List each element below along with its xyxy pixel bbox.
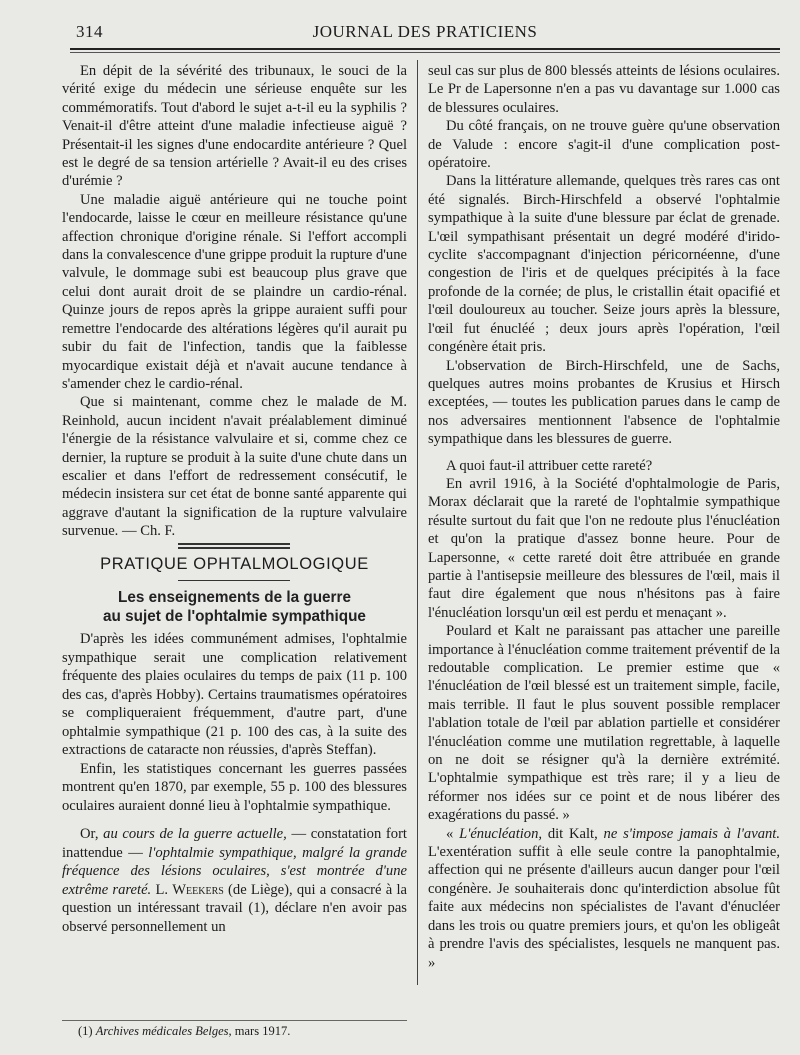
article-title-line2: au sujet de l'ophtalmie sympathique	[103, 608, 366, 625]
left-column-previous-article	[62, 62, 407, 541]
header-rule	[70, 48, 780, 50]
paragraph: « L'énucléation, dit Kalt, ne s'impose jamais à l'avant. L'exentération suffit à elle seule contre la panophtalmie, affection qui ne présente d'ailleurs aucun danger pour l'œil congénère. Je souhaiterais donc qu'interdiction absolue fût faite aux médecins non spécialistes de l'avant d'énucléer dans les trois ou quatre premiers jours, et qu'on les obligeât à prendre l'avis des spécialistes, lesquels ne manquent pas. »	[428, 825, 780, 971]
paragraph: Une maladie aiguë antérieure qui ne touche point l'endocarde, laisse le cœur en meilleure résistance qu'une affection chronique d'origine rénale. Si l'effort accompli dans la convalescence d'une grippe produit la rupture d'une valvule, le dommage subi est beaucoup plus grave que celui dont aurait droit de se plaindre un cardio-rénal. Quinze jours de repos après la grippe auraient suffi pour remettre l'endocarde des altérations légères qu'il aurait pu subir du fait de l'infection, tandis que la faiblesse myocardique existait déjà et n'avait aucune tendance à s'amender chez le cardio-rénal.	[62, 191, 407, 392]
paragraph: Or, au cours de la guerre actuelle, — constatation fort inattendue — l'ophtalmie sympathique, malgré la grande fréquence des lésions oculaires, s'est montrée d'une extrême rareté. L. Weekers (de Liège), qui a consacré à la question un intéressant travail (1), déclare n'en avoir pas observé personnellement un	[62, 826, 407, 935]
header-rule-thin	[70, 52, 780, 53]
page-header	[70, 22, 780, 44]
article-title-line1: Les enseignements de la guerre	[118, 589, 351, 606]
paragraph: En dépit de la sévérité des tribunaux, le souci de la vérité exige du médecin une sérieuse enquête sur les commémoratifs. Tout d'abord le sujet a-t-il eu la syphilis ? Venait-il d'être atteint d'une maladie infectieuse aiguë ? Présentait-il les signes d'une endocardite antérieure ? Quel est le degré de sa tension artérielle ? Avait-il eu des crises d'urémie ?	[62, 63, 407, 190]
paragraph: L'observation de Birch-Hirschfeld, une de Sachs, quelques autres moins probantes de Krusius et Hirsch exceptées, — toutes les publication parues dans le camp de nos adversaires mentionnent l'absence de l'ophtalmie sympathique dans les blessures de guerre.	[428, 357, 780, 448]
paragraph: A quoi faut-il attribuer cette rareté?	[446, 457, 653, 474]
section-separator-bottom	[178, 580, 290, 581]
column-divider	[417, 60, 418, 985]
paragraph: Que si maintenant, comme chez le malade de M. Reinhold, aucun incident n'avait préalablement diminué l'énergie de la résistance valvulaire et si, comme chez ce dernier, la rupture se produit à la suite d'une chute dans un escalier et dans l'effort de redressement consécutif, le médecin insistera sur cet état de bonne santé apparente qui aggrave d'autant la signification de la rupture valvulaire survenue. — Ch. F.	[62, 394, 407, 540]
left-column-article-body	[62, 630, 407, 936]
article-title	[62, 588, 407, 626]
paragraph: seul cas sur plus de 800 blessés atteints de lésions oculaires. Le Pr de Lapersonne n'en a pas vu davantage sur 1.000 cas de blessures oculaires.	[428, 63, 780, 116]
paragraph: Enfin, les statistiques concernant les guerres passées montrent qu'en 1870, par exemple, 55 p. 100 des blessures oculaires auraient donné lieu à l'ophtalmie sympathique.	[62, 760, 407, 814]
paragraph: D'après les idées communément admises, l'ophtalmie sympathique serait une complication relativement fréquente des plaies oculaires du temps de paix (11 p. 100 des cas, d'après Hobby). Certains traumatismes opératoires se compliqueraient fréquemment, d'autre part, d'une ophtalmie sympathique (21 p. 100 des cas, à la suite des extractions de cataracte non réussies, d'après Steffan).	[62, 631, 407, 758]
section-title: PRATIQUE OPHTALMOLOGIQUE	[100, 555, 369, 573]
footnote-rule	[62, 1020, 407, 1021]
paragraph: Dans la littérature allemande, quelques très rares cas ont été signalés. Birch-Hirschfeld a observé l'ophtalmie sympathique à la suite d'une blessure par éclat de grenade. L'œil sympathisant présentait un degré modéré d'irido-cyclite s'accompagnant d'injection péricornéenne, d'une congestion de l'iris et de quelques précipités à la face profonde de la cornée; de plus, le cristallin était opacifié et l'œil douloureux au toucher. Seize jours après la blessure, l'œil fut énucléé ; deux jours après l'opération, l'œil congénère était pris.	[428, 173, 780, 356]
section-separator	[178, 543, 290, 551]
journal-title: JOURNAL DES PRATICIENS	[312, 22, 538, 41]
paragraph: En avril 1916, à la Société d'ophtalmologie de Paris, Morax déclarait que la rareté de l'ophtalmie sympathique résulte surtout du fait que l'on ne redoute plus l'énucléation et qu'on la pratique d'assez bonne heure. Pour de Lapersonne, « cette rareté doit être attribuée en grande partie à l'antisepsie meilleure des blessures de l'œil, mais il faut dire également que nous n'hésitons pas à faire l'énucléation lorsqu'un œil est perdu et menaçant ».	[428, 475, 780, 621]
paragraph: Poulard et Kalt ne paraissant pas attacher une pareille importance à l'énucléation comme traitement préventif de la redoutable complication. Le premier estime que « l'énucléation de l'œil blessé est un traitement simple, facile, mais terrible. Il faut le plus souvent possible remplacer l'ablation totale de l'œil par ablation partielle et considérer l'énucléation comme une mutilation regrettable, à laquelle on ne doit se résigner qu'à la dernière extrémité. L'ophtalmie sympathique est très rare; il y a lieu de réformer nos idées sur ce point et de nous libérer des exagérations du passé. »	[428, 623, 780, 824]
right-column	[428, 62, 780, 972]
page-number: 314	[76, 22, 103, 41]
footnote: (1) Archives médicales Belges, mars 1917.	[78, 1024, 291, 1038]
paragraph: Du côté français, on ne trouve guère qu'une observation de Valude : encore s'agit-il d'une complication post-opératoire.	[428, 118, 780, 172]
